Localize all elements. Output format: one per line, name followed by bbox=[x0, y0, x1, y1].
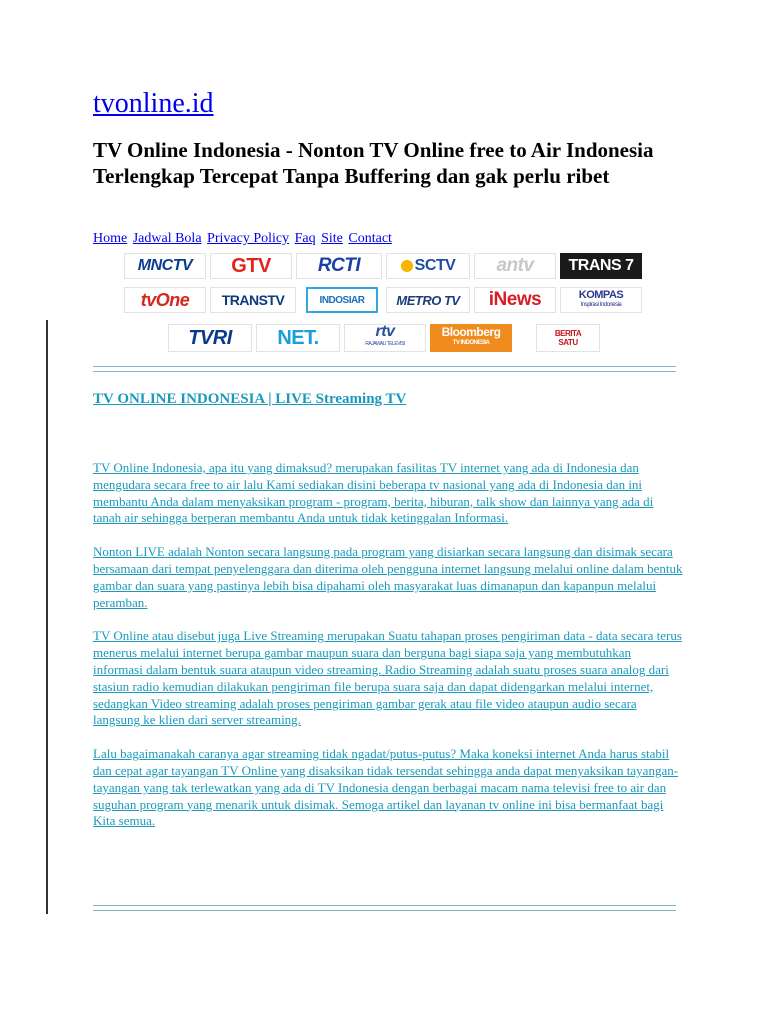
nav-site[interactable]: Site bbox=[321, 231, 343, 246]
channel-logo-transtv[interactable]: TRANSTV bbox=[210, 287, 296, 313]
nav-faq[interactable]: Faq bbox=[294, 231, 316, 246]
paragraph[interactable]: Lalu bagaimanakah caranya agar streaming tidak ngadat/putus-putus? Maka koneksi internet Anda harus stabil dan cepat agar tayangan TV Online yang disaksikan tidak tersendat sehingga anda dapat menyaksikan tayangan-tayangan yang tak terlewatkan yang ada di TV Indonesia dengan berbagai macam nama televisi free to air dan suguhan program yang menarik untuk disimak. Semoga artikel dan layanan tv online ini bisa bermanfaat bagi Kita semua. bbox=[93, 746, 679, 829]
channel-logo-kompas[interactable]: KOMPAS Inspirasi Indonesia bbox=[560, 287, 642, 313]
channel-logo-antv[interactable]: antv bbox=[474, 253, 556, 279]
left-margin-bar bbox=[46, 320, 48, 914]
channel-logo-inews[interactable]: iNews bbox=[474, 287, 556, 313]
paragraph[interactable]: Nonton LIVE adalah Nonton secara langsung pada program yang disiarkan secara langsung dan disimak secara bersamaan dari tempat penyelenggara dan diterima oleh pengguna internet langsung melalui online dalam bentuk gambar dan suara yang pastinya lebih bisa dipahami oleh masyarakat luas dimanapun dan kapanpun melalui peramban. bbox=[93, 544, 683, 610]
channel-logo-beritasatu[interactable]: BERITA SATU bbox=[536, 324, 600, 352]
channel-logo-net[interactable]: NET. bbox=[256, 324, 340, 352]
channel-logo-indosiar[interactable]: INDOSIAR bbox=[306, 287, 378, 313]
nav-privacy-policy[interactable]: Privacy Policy bbox=[207, 231, 290, 246]
channel-logo-sctv[interactable]: SCTV bbox=[386, 253, 470, 279]
sun-icon bbox=[401, 260, 413, 272]
divider-bottom bbox=[93, 910, 676, 911]
paragraph[interactable]: TV Online atau disebut juga Live Streaming merupakan Suatu tahapan proses pengiriman data - data secara terus menerus melalui internet berupa gambar maupun suara dan berguna bagi siapa saja yang membutuhkan informasi dalam bentuk suara ataupun video streaming. Radio Streaming adalah suatu proses suara analog dari stasiun radio kemudian dilakukan pengiriman file berupa suara saja dan dapat didengarkan melalui internet, sedangkan Video streaming adalah proses pengiriman gambar gerak atau file video ataupun audio secara langsung ke klien dari server streaming. bbox=[93, 628, 682, 728]
top-nav bbox=[93, 231, 394, 247]
article-body bbox=[93, 460, 683, 847]
channel-logo-tvone[interactable]: tvOne bbox=[124, 287, 206, 313]
channel-logo-bloomberg[interactable]: Bloomberg TV INDONESIA bbox=[430, 324, 512, 352]
channel-logo-metrotv[interactable]: METRO TV bbox=[386, 287, 470, 313]
channel-logo-rcti[interactable]: RCTI bbox=[296, 253, 382, 279]
channel-logo-mnctv[interactable]: MNCTV bbox=[124, 253, 206, 279]
nav-home[interactable]: Home bbox=[93, 231, 128, 246]
channel-logo-trans7[interactable]: TRANS 7 bbox=[560, 253, 642, 279]
nav-jadwal-bola[interactable]: Jadwal Bola bbox=[132, 231, 202, 246]
section-heading[interactable]: TV ONLINE INDONESIA | LIVE Streaming TV bbox=[93, 391, 407, 407]
channel-logo-tvri[interactable]: TVRI bbox=[168, 324, 252, 352]
channel-logo-gtv[interactable]: GTV bbox=[210, 253, 292, 279]
channel-logo-rtv[interactable]: rtv RAJAWALI TELEVISI bbox=[344, 324, 426, 352]
paragraph[interactable]: TV Online Indonesia, apa itu yang dimaksud? merupakan fasilitas TV internet yang ada di Indonesia dan mengudara secara free to air lalu Kami sediakan disini beberapa tv nasional yang ada di Indonesia dan ini membantu Anda dalam menyaksikan program - program, berita, hiburan, talk show dan lainnya yang ada di tanah air sehingga berperan membantu Anda untuk tidak ketinggalan Informasi. bbox=[93, 460, 654, 526]
nav-contact[interactable]: Contact bbox=[348, 231, 392, 246]
site-title-link[interactable]: tvonline.id bbox=[93, 88, 214, 119]
divider-top bbox=[93, 371, 676, 372]
page-headline: TV Online Indonesia - Nonton TV Online free to Air Indonesia Terlengkap Tercepat Tanpa Buffering dan gak perlu ribet bbox=[93, 138, 654, 188]
divider-top bbox=[93, 366, 676, 367]
divider-bottom bbox=[93, 905, 676, 906]
